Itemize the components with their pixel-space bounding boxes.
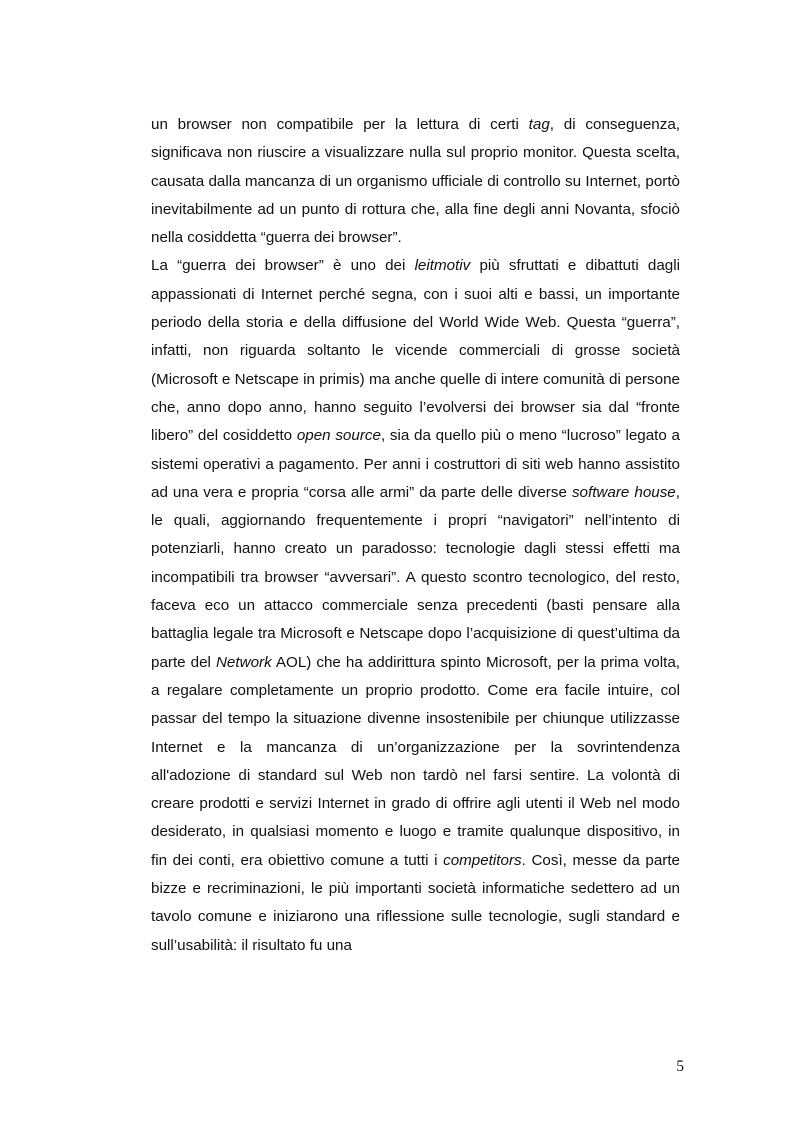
italic-run: leitmotiv	[414, 257, 471, 275]
italic-run: Network	[215, 653, 272, 671]
text-run: un browser non compatibile per la lettura di certi	[151, 116, 529, 133]
text-run: . Così, messe da parte bizze e recriminazioni, le più importanti società informatiche sedettero ad un tavolo comune e iniziarono una riflessione sulle tecnologie, sugli standard e sull’usabilità: il risultato fu una	[151, 851, 681, 954]
paragraph	[151, 111, 680, 252]
italic-run: open source	[296, 427, 381, 445]
text-run: , le quali, aggiornando frequentemente i propri “navigatori” nell’intento di potenziarli, hanno creato un paradosso: tecnologie dagli stessi effetti ma incompatibili tra browser “avversari”. A questo scontro tecnologico, del resto, faceva eco un attacco commerciale senza precedenti (basti pensare alla battaglia legale tra Microsoft e Netscape dopo l’acquisizione di quest’ultima da parte del	[151, 483, 680, 671]
text-run: La “guerra dei browser” è uno dei	[151, 257, 415, 275]
italic-run: tag	[528, 116, 550, 133]
paragraph	[151, 252, 680, 959]
page-number: 5	[676, 1058, 684, 1075]
text-run: AOL) che ha addirittura spinto Microsoft, per la prima volta, a regalare completamente un proprio prodotto. Come era facile intuire, col passar del tempo la situazione divenne insostenibile per chiunque utilizzasse Internet e la mancanza di un’organizzazione per la sovrintendenza all'adozione di standard sul Web non tardò nel farsi sentire. La volontà di creare prodotti e servizi Internet in grado di offrire agli utenti il Web nel modo desiderato, in qualsiasi momento e luogo e tramite qualunque dispositivo, in fin dei conti, era obiettivo comune a tutti i	[151, 653, 680, 869]
text-run: , sia da quello più o meno “lucroso” legato a sistemi operativi a pagamento. Per anni i costruttori di siti web hanno assistito ad una vera e propria “corsa alle armi” da parte delle diverse	[151, 427, 680, 501]
body-text	[151, 111, 680, 960]
text-run: , di conseguenza, significava non riuscire a visualizzare nulla sul proprio monitor. Questa scelta, causata dalla mancanza di un organismo ufficiale di controllo su Internet, portò inevitabilmente ad un punto di rottura che, alla fine degli anni Novanta, sfociò nella cosiddetta “guerra dei browser”.	[151, 116, 680, 247]
italic-run: software house	[571, 483, 676, 501]
text-run: più sfruttati e dibattuti dagli appassionati di Internet perché segna, con i suoi alti e bassi, un importante periodo della storia e della diffusione del World Wide Web. Questa “guerra”, infatti, non riguarda soltanto le vicende commerciali di grosse società (Microsoft e Netscape in primis) ma anche quelle di intere comunità di persone che, anno dopo anno, hanno seguito l’evolversi dei browser sia dal “fronte libero” del cosiddetto	[151, 257, 680, 445]
italic-run: competitors	[443, 851, 522, 869]
